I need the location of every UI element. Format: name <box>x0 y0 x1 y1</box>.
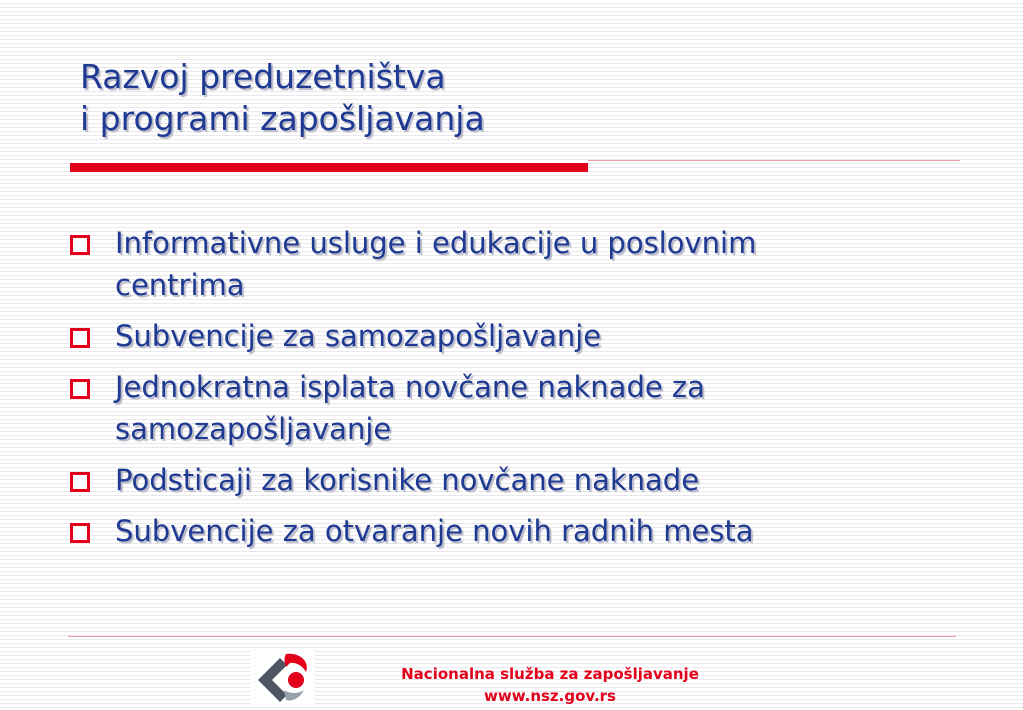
bullet-item <box>68 510 968 552</box>
footer-organization: Nacionalna služba za zapošljavanje <box>401 665 699 683</box>
bullet-text-line-1: Jednokratna isplata novčane naknade za <box>115 370 705 404</box>
bullet-item <box>68 222 968 306</box>
checkbox-square-icon <box>70 328 90 348</box>
checkbox-square-icon <box>70 523 90 543</box>
bullet-list <box>68 222 968 561</box>
checkbox-square-icon <box>70 379 90 399</box>
title-underline-thin <box>588 160 960 161</box>
footer-website-link[interactable]: www.nsz.gov.rs <box>484 687 616 705</box>
bullet-text-line-1: Informativne usluge i edukacije u poslovnim <box>115 226 757 260</box>
slide-title-line-2: i programi zapošljavanja <box>80 99 485 138</box>
nsz-logo-icon <box>250 650 314 706</box>
slide-title <box>80 56 485 140</box>
bullet-text-line-1: Podsticaji za korisnike novčane naknade <box>115 463 700 497</box>
slide-title-line-1: Razvoj preduzetništva <box>80 57 446 96</box>
bullet-item <box>68 459 968 501</box>
bullet-text-line-2: centrima <box>115 268 245 302</box>
bullet-text-line-2: samozapošljavanje <box>115 412 392 446</box>
bullet-item <box>68 366 968 450</box>
footer <box>350 663 750 707</box>
bullet-text-line-1: Subvencije za otvaranje novih radnih mesta <box>115 514 754 548</box>
title-underline-red <box>70 163 588 172</box>
bullet-text-line-1: Subvencije za samozapošljavanje <box>115 319 602 353</box>
checkbox-square-icon <box>70 235 90 255</box>
checkbox-square-icon <box>70 472 90 492</box>
nsz-logo-graphic <box>250 650 314 706</box>
bullet-item <box>68 315 968 357</box>
footer-divider <box>68 636 956 637</box>
